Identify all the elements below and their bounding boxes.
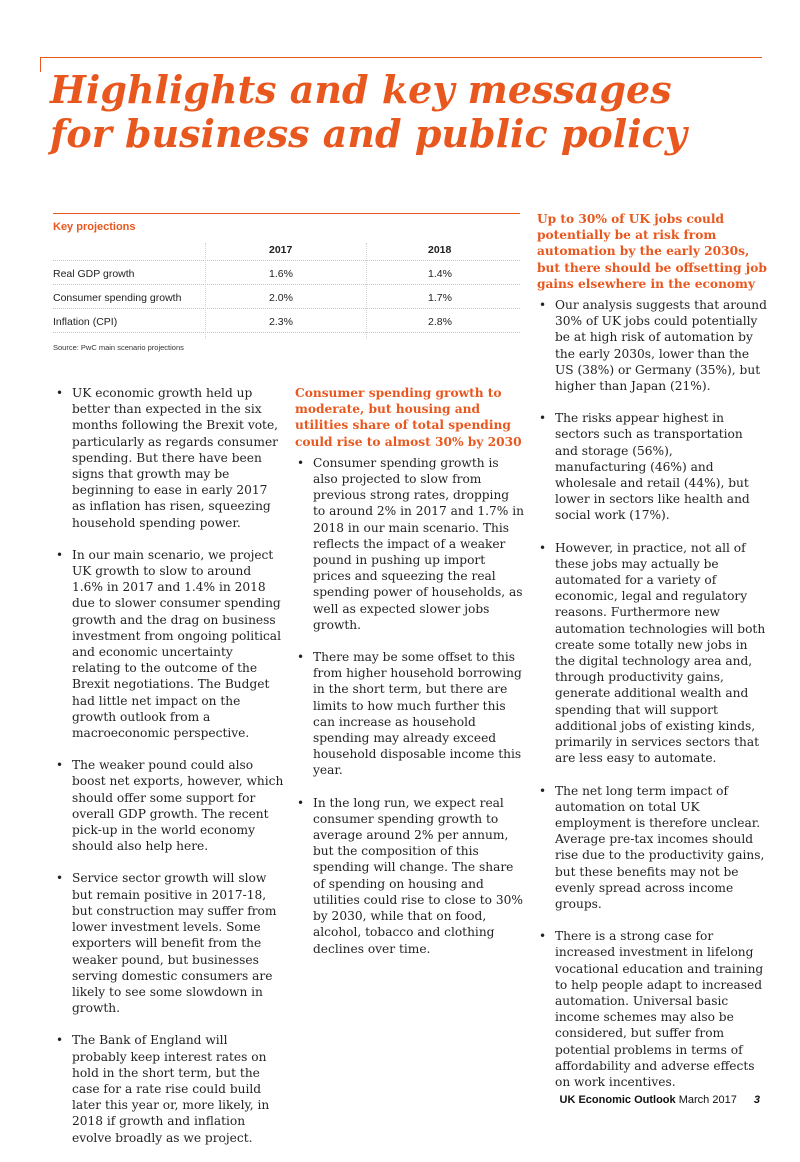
table-row xyxy=(53,309,520,333)
list-item xyxy=(537,297,767,394)
column-1 xyxy=(54,385,284,1162)
bullet-text: Our analysis suggests that around 30% of UK jobs could potentially be at high risk of automation by the early 2030s, lower than the US (38%) or Germany (35%), but higher than Japan (21%). xyxy=(555,298,767,394)
list-item xyxy=(54,385,284,531)
bullet-text: Consumer spending growth is also projected to slow from previous strong rates, dropping to around 2% in 2017 and 1.7% in 2018 in our main scenario. This reflects the impact of a weaker pound in pushing up import prices and squeezing the real spending power of households, as well as expected slower jobs growth. xyxy=(313,455,525,632)
table-row xyxy=(53,285,520,309)
row-label: Inflation (CPI) xyxy=(53,316,118,328)
row-label: Real GDP growth xyxy=(53,268,135,280)
bullet-marker: • xyxy=(56,1033,64,1048)
bullet-marker: • xyxy=(539,929,547,944)
bullet-marker: • xyxy=(56,758,64,773)
list-item xyxy=(295,795,525,957)
bullet-marker: • xyxy=(297,795,305,810)
table-title: Key projections xyxy=(53,221,136,233)
column-2 xyxy=(295,385,525,973)
page-title-line-2: for business and public policy xyxy=(50,111,687,156)
cell-value: 1.7% xyxy=(428,292,452,304)
bullet-marker: • xyxy=(539,540,547,555)
header-cell-2018: 2018 xyxy=(428,244,452,256)
list-item xyxy=(537,783,767,913)
bullet-text: The net long term impact of automation on total UK employment is therefore unclear. Average pre-tax incomes should rise due to the productivity gains, but these benefits may not be evenly spread across income groups. xyxy=(555,783,765,911)
bullet-marker: • xyxy=(297,455,305,470)
bullet-marker: • xyxy=(539,783,547,798)
list-item xyxy=(54,1032,284,1145)
bullet-text: The risks appear highest in sectors such as transportation and storage (56%), manufacturing (46%) and wholesale and retail (44%), but lower in sectors like health and social work (17%). xyxy=(555,411,750,523)
list-item xyxy=(295,649,525,779)
bullet-text: The Bank of England will probably keep interest rates on hold in the short term, but the case for a rate rise could build later this year or, more likely, in 2018 if growth and inflation evolve broadly as we project. xyxy=(72,1033,270,1145)
cell-value: 2.3% xyxy=(269,316,293,328)
bullet-marker: • xyxy=(56,386,64,400)
column-3 xyxy=(537,211,767,1106)
list-item xyxy=(537,928,767,1090)
list-item xyxy=(295,455,525,633)
section-heading-automation: Up to 30% of UK jobs could potentially be at risk from automation by the early 2030s, but there should be offsetting job gains elsewhere in the economy xyxy=(537,212,767,291)
row-label: Consumer spending growth xyxy=(53,292,182,304)
page-title-line-1: Highlights and key messages xyxy=(50,67,672,112)
list-item xyxy=(54,547,284,741)
list-item xyxy=(537,540,767,767)
title-frame-line xyxy=(40,57,762,58)
footer-date: March 2017 xyxy=(678,1094,737,1106)
list-item xyxy=(537,410,767,523)
list-item xyxy=(54,757,284,854)
cell-value: 2.8% xyxy=(428,316,452,328)
cell-value: 1.6% xyxy=(269,268,293,280)
table-top-rule xyxy=(53,213,520,214)
key-projections-table xyxy=(53,213,520,333)
bullet-marker: • xyxy=(56,871,64,886)
bullet-text: In our main scenario, we project UK growth to slow to around 1.6% in 2017 and 1.4% in 2018 due to slower consumer spending growth and the drag on business investment from ongoing political and economic uncertainty relating to the outcome of the Brexit negotiations. The Budget had little net impact on the growth outlook from a macroeconomic perspective. xyxy=(72,547,281,741)
bullet-text: The weaker pound could also boost net exports, however, which should offer some support for overall GDP growth. The recent pick-up in the world economy should also help here. xyxy=(72,758,284,854)
bullet-marker: • xyxy=(539,298,547,313)
title-frame-tick xyxy=(40,57,41,72)
table-header-row xyxy=(53,237,520,261)
bullet-marker: • xyxy=(539,411,547,426)
page-title xyxy=(50,68,770,156)
bullet-text: UK economic growth held up better than expected in the six months following the Brexit vote, particularly as regards consumer spending. But there have been signs that growth may be beginning to ease in early 2017 as inflation has risen, squeezing household spending power. xyxy=(72,386,279,530)
bullet-marker: • xyxy=(56,547,64,562)
column-divider xyxy=(205,243,206,339)
bullet-marker: • xyxy=(297,650,305,665)
table-row xyxy=(53,261,520,285)
page-footer xyxy=(560,1094,760,1106)
header-cell-2017: 2017 xyxy=(269,244,293,256)
section-heading-consumer-spending: Consumer spending growth to moderate, but housing and utilities share of total spending could rise to almost 30% by 2030 xyxy=(295,386,522,449)
bullet-text: There is a strong case for increased investment in lifelong vocational education and training to help people adapt to increased automation. Universal basic income schemes may also be considered, but suffer from potential problems in terms of affordability and adverse effects on work incentives. xyxy=(555,929,764,1089)
column-divider xyxy=(366,243,367,339)
list-item xyxy=(54,870,284,1016)
footer-publication: UK Economic Outlook xyxy=(559,1094,676,1106)
cell-value: 1.4% xyxy=(428,268,452,280)
page-number: 3 xyxy=(753,1094,760,1106)
cell-value: 2.0% xyxy=(269,292,293,304)
table-source-note: Source: PwC main scenario projections xyxy=(53,343,184,352)
bullet-text: However, in practice, not all of these jobs may actually be automated for a variety of economic, legal and regulatory reasons. Furthermore new automation technologies will both create some totally new jobs in the digital technology area and, through productivity gains, generate additional wealth and spending that will support additional jobs of existing kinds, primarily in services sectors that are less easy to automate. xyxy=(555,540,766,766)
bullet-text: In the long run, we expect real consumer spending growth to average around 2% per annum, but the composition of this spending will change. The share of spending on housing and utilities could rise to close to 30% by 2030, while that on food, alcohol, tobacco and clothing declines over time. xyxy=(313,795,523,956)
bullet-text: There may be some offset to this from higher household borrowing in the short term, but there are limits to how much further this can increase as household spending may already exceed household disposable income this year. xyxy=(313,650,522,778)
bullet-text: Service sector growth will slow but remain positive in 2017-18, but construction may suffer from lower investment levels. Some exporters will benefit from the weaker pound, but businesses serving domestic consumers are likely to see some slowdown in growth. xyxy=(72,871,277,1016)
